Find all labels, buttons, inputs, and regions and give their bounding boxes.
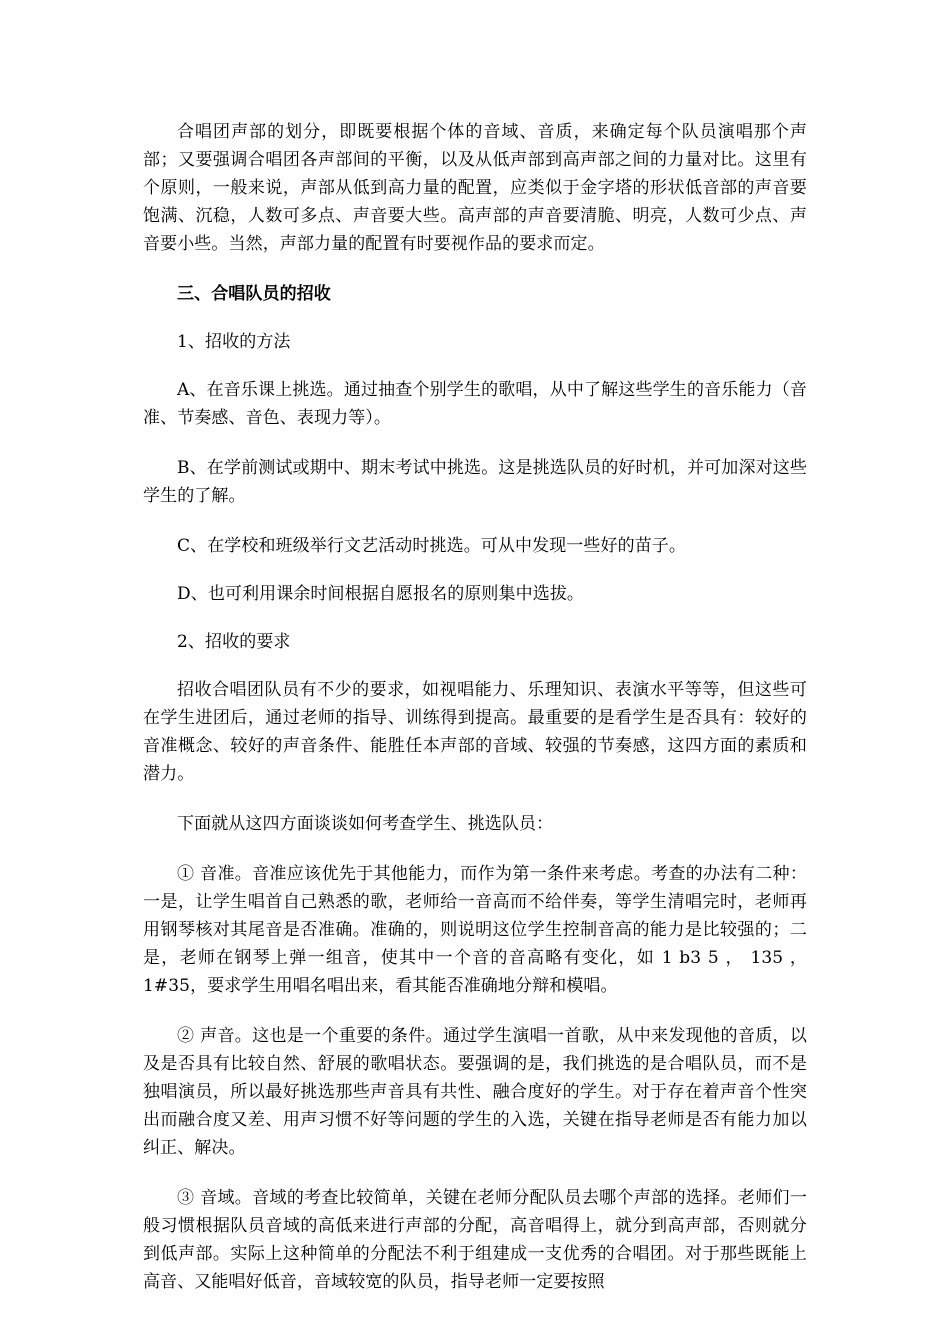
- paragraph-range: ③ 音域。音域的考查比较简单，关键在老师分配队员去哪个声部的选择。老师们一般习惯根据队员音域的高低来进行声部的分配，高音唱得上，就分到高声部，否则就分到低声部。实际上这种简单的分配法不利于组建成一支优秀的合唱团。对于那些既能上高音、又能唱好低音，音域较宽的队员，指导老师一定要按照: [143, 1188, 807, 1292]
- section-heading-recruitment: 三、合唱队员的招收: [177, 284, 331, 304]
- paragraph-requirements: 招收合唱团队员有不少的要求，如视唱能力、乐理知识、表演水平等等，但这些可在学生进团后，通过老师的指导、训练得到提高。最重要的是看学生是否具有：较好的音准概念、较好的声音条件、能胜任本声部的音域、较强的节奏感，这四方面的素质和潜力。: [143, 680, 807, 784]
- paragraph-voice: ② 声音。这也是一个重要的条件。通过学生演唱一首歌，从中来发现他的音质，以及是否具有比较自然、舒展的歌唱状态。要强调的是，我们挑选的是合唱队员，而不是独唱演员，所以最好挑选那些声音具有共性、融合度好的学生。对于存在着声音个性突出而融合度又差、用声习惯不好等问题的学生的入选，关键在指导老师是否有能力加以纠正、解决。: [143, 1026, 807, 1158]
- paragraph-voice-division: 合唱团声部的划分，即既要根据个体的音域、音质，来确定每个队员演唱那个声部；又要强调合唱团各声部间的平衡，以及从低声部到高声部之间的力量对比。这里有个原则，一般来说，声部从低到高力量的配置，应类似于金字塔的形状低音部的声音要饱满、沉稳，人数可多点、声音要大些。高声部的声音要清脆、明亮，人数可少点、声音要小些。当然，声部力量的配置有时要视作品的要求而定。: [143, 122, 807, 254]
- paragraph-pitch: ① 音准。音准应该优先于其他能力，而作为第一条件来考虑。考查的办法有二种：一是，让学生唱首自己熟悉的歌，老师给一音高而不给伴奏，等学生清唱完时，老师再用钢琴核对其尾音是否准确。准确的，则说明这位学生控制音高的能力是比较强的；二是，老师在钢琴上弹一组音，使其中一个音的音高略有变化，如 1 b3 5 ， 135 ， 1#35，要求学生用唱名唱出来，看其能否准确地分辩和模唱。: [143, 864, 807, 996]
- paragraph-method-b: B、在学前测试或期中、期末考试中挑选。这是挑选队员的好时机，并可加深对这些学生的了解。: [143, 458, 807, 506]
- subheading-recruitment-requirements: 2、招收的要求: [177, 632, 291, 652]
- paragraph-intro-four-aspects: 下面就从这四方面谈谈如何考查学生、挑选队员：: [177, 814, 554, 834]
- paragraph-method-c: C、在学校和班级举行文艺活动时挑选。可从中发现一些好的苗子。: [177, 536, 687, 556]
- paragraph-method-a: A、在音乐课上挑选。通过抽查个别学生的歌唱，从中了解这些学生的音乐能力（音准、节奏感、音色、表现力等）。: [143, 380, 807, 428]
- subheading-recruitment-methods: 1、招收的方法: [177, 332, 291, 352]
- paragraph-method-d: D、也可利用课余时间根据自愿报名的原则集中选拔。: [177, 584, 585, 604]
- document-page: [143, 118, 807, 1296]
